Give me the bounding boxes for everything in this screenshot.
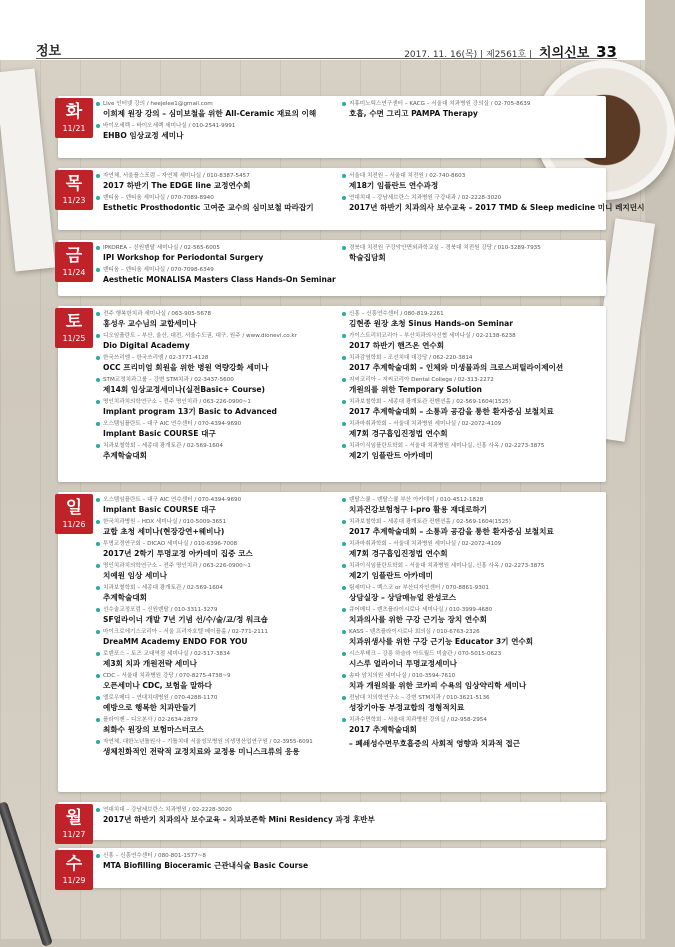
right-column: [342, 100, 604, 158]
event-item: [342, 584, 604, 603]
event-organizer: 시스루테크 – 강릉 하슬라 아트월드 미술관 / 070-5015-0623: [342, 650, 604, 658]
event-title: 2017 추계학술대회 – 소통과 공감을 통한 환자중심 보철치료: [349, 407, 554, 416]
left-column: [96, 244, 338, 296]
event-item: [96, 398, 338, 417]
event-title: 2017년 하반기 치과의사 보수교육 – 치과보존학 Mini Residency 과정 후반부: [103, 815, 375, 824]
event-item: [96, 194, 338, 213]
event-title: 개원의를 위한 Temporary Solution: [349, 385, 482, 394]
event-item: [342, 694, 604, 713]
event-item: [342, 420, 604, 439]
event-item: [96, 806, 375, 825]
left-column: [96, 100, 338, 158]
event-organizer: 치과마취과학회 – 서울대 치과병원 세미나실 / 02-2072-4109: [342, 540, 604, 548]
event-organizer: 플라이젠 – 디오본사 / 02-2634-2879: [96, 716, 338, 724]
event-organizer: 신흥 – 신흥연수센터 / 080-819-2261: [342, 310, 604, 318]
issue-date: 2017. 11. 16(목): [404, 50, 478, 60]
day-row: [58, 240, 606, 296]
event-organizer: STM교정치과그룹 – 강변 STM치과 / 02-3437-5600: [96, 376, 338, 384]
day-date: 11/24: [62, 268, 86, 277]
event-organizer: 치과수면학회 – 서울대 치과병원 강의실 / 02-958-2954: [342, 716, 604, 724]
event-organizer: 연대치대 – 강남세브란스 치과병원 구강내과 / 02-2228-3020: [342, 194, 604, 202]
event-item: [342, 606, 604, 625]
event-title: 최화수 원장의 보험마스터코스: [103, 725, 204, 734]
event-item: [342, 310, 604, 329]
event-item: [342, 672, 604, 691]
event-item: [96, 172, 338, 191]
event-item: [342, 194, 645, 213]
day-of-week: 목: [65, 174, 83, 194]
event-item: [96, 672, 338, 691]
day-of-week: 금: [65, 246, 83, 266]
event-title: 치과 개원의를 위한 코카피 수욕의 임상약리학 세미나: [349, 681, 527, 690]
event-title: Implant program 13기 Basic to Advanced: [103, 407, 277, 416]
event-title: 추계학술대회: [103, 593, 148, 602]
event-item: [96, 420, 338, 439]
event-item: [96, 852, 338, 871]
event-title: 제3회 치과 개원전략 세미나: [103, 659, 197, 668]
day-of-week: 수: [65, 854, 83, 874]
event-organizer: 치과이식임플란트학회 – 서울대 치과병원 세미나실, 신흥 사옥 / 02-2273-3875: [342, 442, 604, 450]
event-item: [342, 738, 604, 749]
event-organizer: KASS – 텐츠플라이시로나 회의실 / 010-6763-2326: [342, 628, 604, 636]
day-row: [58, 492, 606, 792]
event-item: [96, 694, 338, 713]
event-organizer: 경북대 치전원 구강악안면외과학교실 – 경북대 치전원 강당 / 010-3289-7935: [342, 244, 604, 252]
event-item: [342, 354, 604, 373]
day-row: [58, 96, 606, 158]
day-date: 11/27: [62, 830, 86, 839]
event-title: 홍성우 교수님의 교합세미나: [103, 319, 197, 328]
day-row: [58, 802, 606, 840]
page-header: [0, 0, 645, 60]
event-title: 2017년 하반기 치과의사 보수교육 – 2017 TMD & Sleep medicine 미니 레지던시: [349, 203, 645, 212]
event-title: 추계학술대회: [103, 451, 148, 460]
day-of-week: 화: [65, 102, 83, 122]
event-item: [342, 518, 604, 537]
day-of-week: 월: [65, 808, 83, 828]
day-badge: [55, 804, 93, 844]
event-organizer: 오스템임플란트 – 대구 AIC 연수센터 / 070-4394-9690: [96, 496, 338, 504]
section-title: 정보: [36, 44, 62, 59]
right-column: [342, 310, 604, 482]
day-badge: [55, 242, 93, 282]
event-item: [96, 650, 338, 669]
event-title: 제18기 임플란트 연수과정: [349, 181, 439, 190]
event-organizer: 치과이식임플란트학회 – 서울대 치과병원 세미나실, 신흥 사옥 / 02-2273-3875: [342, 562, 604, 570]
event-item: [96, 606, 338, 625]
event-title: 2017 하반기 핸즈온 연수회: [349, 341, 445, 350]
event-title: OCC 프리미엄 회원을 위한 병원 역량강화 세미나: [103, 363, 269, 372]
left-column: [96, 172, 338, 230]
event-title: 치예원 임상 세미나: [103, 571, 167, 580]
event-item: [96, 122, 338, 141]
day-of-week: 토: [65, 312, 83, 332]
event-organizer: 송파 암치의원 세미나실 / 010-3594-7610: [342, 672, 604, 680]
event-item: [342, 442, 604, 461]
event-title: SF얼라이너 개발 7년 기념 선/수/술/교/정 워크숍: [103, 615, 268, 624]
event-item: [96, 244, 338, 263]
header-rule: [36, 58, 617, 59]
right-column: [342, 496, 604, 792]
event-item: [96, 266, 338, 285]
day-row: [58, 168, 645, 230]
event-item: [96, 518, 338, 537]
event-organizer: 치과보철학회 – 세종대 광개토관 컨벤션홀 / 02-569-1604(1525): [342, 398, 604, 406]
event-item: [96, 716, 338, 735]
event-organizer: 선수술교정포럼 – 신원덴탈 / 010-3311-3279: [96, 606, 338, 614]
event-item: [96, 376, 338, 395]
event-title: Implant Basic COURSE 대구: [103, 429, 216, 438]
event-title: 상담실장 – 상담매뉴얼 완성코스: [349, 593, 457, 602]
day-date: 11/29: [62, 876, 86, 885]
event-title: 오픈세미나 CDC, 보험을 말하다: [103, 681, 212, 690]
event-item: [96, 354, 338, 373]
event-organizer: CDC – 서울대 치과병원 강당 / 070-8275-4738~9: [96, 672, 338, 680]
event-item: [342, 716, 604, 735]
left-column: [96, 310, 338, 482]
event-organizer: 한국쓰리엠 – 한국쓰리엠 / 02-3771-4128: [96, 354, 338, 362]
event-organizer: 전주 행복한치과 세미나실 / 063-905-5678: [96, 310, 338, 318]
event-title: DreaMM Academy ENDO FOR YOU: [103, 637, 248, 646]
event-organizer: 로덴포스 – 토즈 교대역점 세미나실 / 02-517-3834: [96, 650, 338, 658]
event-title: Esthetic Prosthodontic 고여준 교수의 심미보철 따라잡기: [103, 203, 314, 212]
event-title: 치과의사를 위한 구강 근기능 장치 연수회: [349, 615, 487, 624]
day-badge: [55, 170, 93, 210]
event-item: [96, 540, 338, 559]
event-title: 이희제 원장 강의 – 심미보철을 위한 All-Ceramic 재료의 이해: [103, 109, 317, 118]
day-row: [58, 306, 606, 482]
event-title: 치과위생사를 위한 구강 근기능 Educator 3기 연수회: [349, 637, 534, 646]
event-item: [96, 628, 338, 647]
separator: |: [480, 50, 486, 60]
event-item: [342, 100, 604, 119]
left-column: [96, 496, 338, 792]
event-title: 2017 하반기 The EDGE line 교정연수회: [103, 181, 251, 190]
event-organizer: 덴티움 – 덴티움 세미나실 / 070-7089-8940: [96, 194, 338, 202]
event-organizer: 디오임플란트 – 부산, 울산, 대전, 서울수도권, 대구, 원주 / www.dionevi.co.kr: [96, 332, 338, 340]
left-column: [96, 806, 375, 840]
event-title: 제7회 경구흡입진정법 연수회: [349, 549, 448, 558]
day-date: 11/23: [62, 196, 86, 205]
event-organizer: 큐어메디 – 덴츠플라이시로나 세미나실 / 010-3999-4680: [342, 606, 604, 614]
day-badge: [55, 98, 93, 138]
event-item: [96, 562, 338, 581]
event-title: Implant Basic COURSE 대구: [103, 505, 216, 514]
event-title: 예방으로 행복한 치과만들기: [103, 703, 197, 712]
event-title: 호흡, 수면 그리고 PAMPA Therapy: [349, 109, 478, 118]
page-number: 33: [596, 43, 617, 61]
event-title: – 폐쇄성수면무호흡증의 사회적 영향과 치과적 접근: [349, 739, 521, 748]
event-organizer: 가이스트리히코리아 – 부산치과의사신협 세미나실 / 02-2138-6238: [342, 332, 604, 340]
event-title: 제2기 임플란트 아카데미: [349, 451, 433, 460]
right-column: [342, 806, 604, 840]
pen-icon: [0, 801, 53, 947]
event-title: Dio Digital Academy: [103, 341, 190, 350]
right-column: [342, 172, 645, 230]
day-date: 11/25: [62, 334, 86, 343]
event-title: 교합 초청 세미나(현장강연+웨비나): [103, 527, 225, 536]
event-organizer: 치과감염학회 – 조선치대 대강당 / 062-220-3814: [342, 354, 604, 362]
event-item: [342, 650, 604, 669]
event-item: [96, 496, 338, 515]
event-organizer: 치과마취과학회 – 서울대 치과병원 세미나실 / 02-2072-4109: [342, 420, 604, 428]
event-title: IPI Workshop for Periodontal Surgery: [103, 253, 264, 262]
event-item: [342, 398, 604, 417]
event-organizer: 오스템임플란트 – 대구 AIC 연수센터 / 070-4394-9690: [96, 420, 338, 428]
event-organizer: 한국치과병원 – HDX 세미나실 / 010-5009-3651: [96, 518, 338, 526]
separator: |: [529, 50, 536, 60]
day-date: 11/26: [62, 520, 86, 529]
event-item: [96, 442, 338, 461]
brand-name: 치의신보: [539, 46, 590, 61]
event-item: [342, 496, 604, 515]
issue-number: 제2561호: [485, 50, 527, 60]
event-item: [96, 584, 338, 603]
event-title: 2017년 2학기 투명교정 아카데미 집중 코스: [103, 549, 253, 558]
event-title: 2017 추계학술대회 – 소통과 공감을 통한 환자중심 보철치료: [349, 527, 554, 536]
event-item: [342, 244, 604, 263]
event-title: 김현종 원장 초청 Sinus Hands-on Seminar: [349, 319, 513, 328]
event-title: EHBO 임상교정 세미나: [103, 131, 184, 140]
event-organizer: IPKOREA – 신원덴탈 세미나실 / 02-565-6005: [96, 244, 338, 252]
event-item: [342, 332, 604, 351]
day-of-week: 일: [65, 498, 83, 518]
event-organizer: 덴티움 – 덴티움 세미나실 / 070-7098-6349: [96, 266, 338, 274]
event-organizer: 마이크로에기스코리아 – 서울 프리자호텔 메이플홀 / 02-771-2111: [96, 628, 338, 636]
event-title: 치과건강보험청구 i-pro 활용 재대로하기: [349, 505, 488, 514]
event-organizer: 자연체, 대한노년틀원사 – 기틀치대 서울성모병원 의생명산업연구원 / 02-3955-6091: [96, 738, 338, 746]
event-organizer: 치과보철학회 – 세종대 광개토관 컨벤션홀 / 02-569-1604(1525): [342, 518, 604, 526]
right-column: [342, 852, 604, 888]
event-organizer: 치과보철학회 – 세종대 광개토관 / 02-569-1604: [96, 584, 338, 592]
day-badge: [55, 850, 93, 890]
event-item: [96, 332, 338, 351]
event-title: 제14회 임상교정세미나(실전Basic+ Course): [103, 385, 265, 394]
event-title: 시스루 얼라이너 투명교정세미나: [349, 659, 457, 668]
event-item: [342, 540, 604, 559]
event-title: 2017 추계학술대회: [349, 725, 417, 734]
day-row: [58, 848, 606, 888]
event-item: [96, 310, 338, 329]
event-title: 생체친화적인 전략적 교정치료와 교정용 미니스크류의 응용: [103, 747, 300, 756]
left-column: [96, 852, 338, 888]
event-title: 학술집담회: [349, 253, 386, 262]
event-organizer: 엘로우메디 – 연대치대병원 / 070-4288-1170: [96, 694, 338, 702]
background-paper: [0, 68, 55, 271]
event-item: [96, 100, 338, 119]
event-item: [342, 628, 604, 647]
event-organizer: 서울대 치전원 – 서울대 치전원 / 02-740-8603: [342, 172, 604, 180]
event-organizer: 치과보철학회 – 세종대 광개토관 / 02-569-1604: [96, 442, 338, 450]
event-title: MTA Biofilling Bioceramic 근관내식술 Basic Course: [103, 861, 309, 870]
event-organizer: 연대치대 – 강남세브란스 치과병원 / 02-2228-3020: [96, 806, 338, 814]
event-organizer: 덴탈스쿨 – 덴탈스쿨 부산 아카데미 / 010-4512-1828: [342, 496, 604, 504]
day-date: 11/21: [62, 124, 86, 133]
event-organizer: Live 인터넷 강의 / heejelee1@gmail.com: [96, 100, 338, 108]
event-organizer: 전남대 치의학연구소 – 강변 STM치과 / 010-3621-5136: [342, 694, 604, 702]
event-organizer: 명인치과치의학연구소 – 전주 명인치과 / 063-226-0900~1: [96, 562, 338, 570]
event-item: [96, 738, 338, 757]
event-title: 성장기아동 부정교합의 정형적치료: [349, 703, 465, 712]
event-organizer: 자연체, 서울플스포럼 – 자연체 세미나실 / 010-8387-5457: [96, 172, 338, 180]
event-title: Aesthetic MONALISA Masters Class Hands-On Seminar: [103, 275, 336, 284]
event-item: [342, 376, 604, 395]
event-title: 2017 추계학술대회 – 인체와 미생물과의 크로스퍼틸라이제이션: [349, 363, 564, 372]
event-title: 제2기 임플란트 아카데미: [349, 571, 433, 580]
event-organizer: 지휴미노틱스연구센터 – KACG – 서울대 치과병원 강의실 / 02-705-8639: [342, 100, 604, 108]
day-badge: [55, 308, 93, 348]
event-organizer: 투명교정연구회 – DICAO 세미나실 / 010-6396-7008: [96, 540, 338, 548]
event-organizer: 바이오세렉 – 바이오세렉 세미나실 / 010-2541-9991: [96, 122, 338, 130]
event-organizer: 지씨코리아 – 지씨코리아 Dental College / 02-313-2272: [342, 376, 604, 384]
event-organizer: 명인치과치의학연구소 – 전주 명인치과 / 063-226-0900~1: [96, 398, 338, 406]
event-item: [342, 562, 604, 581]
event-title: 제7회 경구흡입진정법 연수회: [349, 429, 448, 438]
event-organizer: 팀세미나 – 벡스코 or 부산디자인센터 / 070-8861-9301: [342, 584, 604, 592]
event-item: [342, 172, 604, 191]
day-badge: [55, 494, 93, 534]
right-column: [342, 244, 604, 296]
event-organizer: 신흥 – 신흥연수센터 / 080-801-1577~8: [96, 852, 338, 860]
